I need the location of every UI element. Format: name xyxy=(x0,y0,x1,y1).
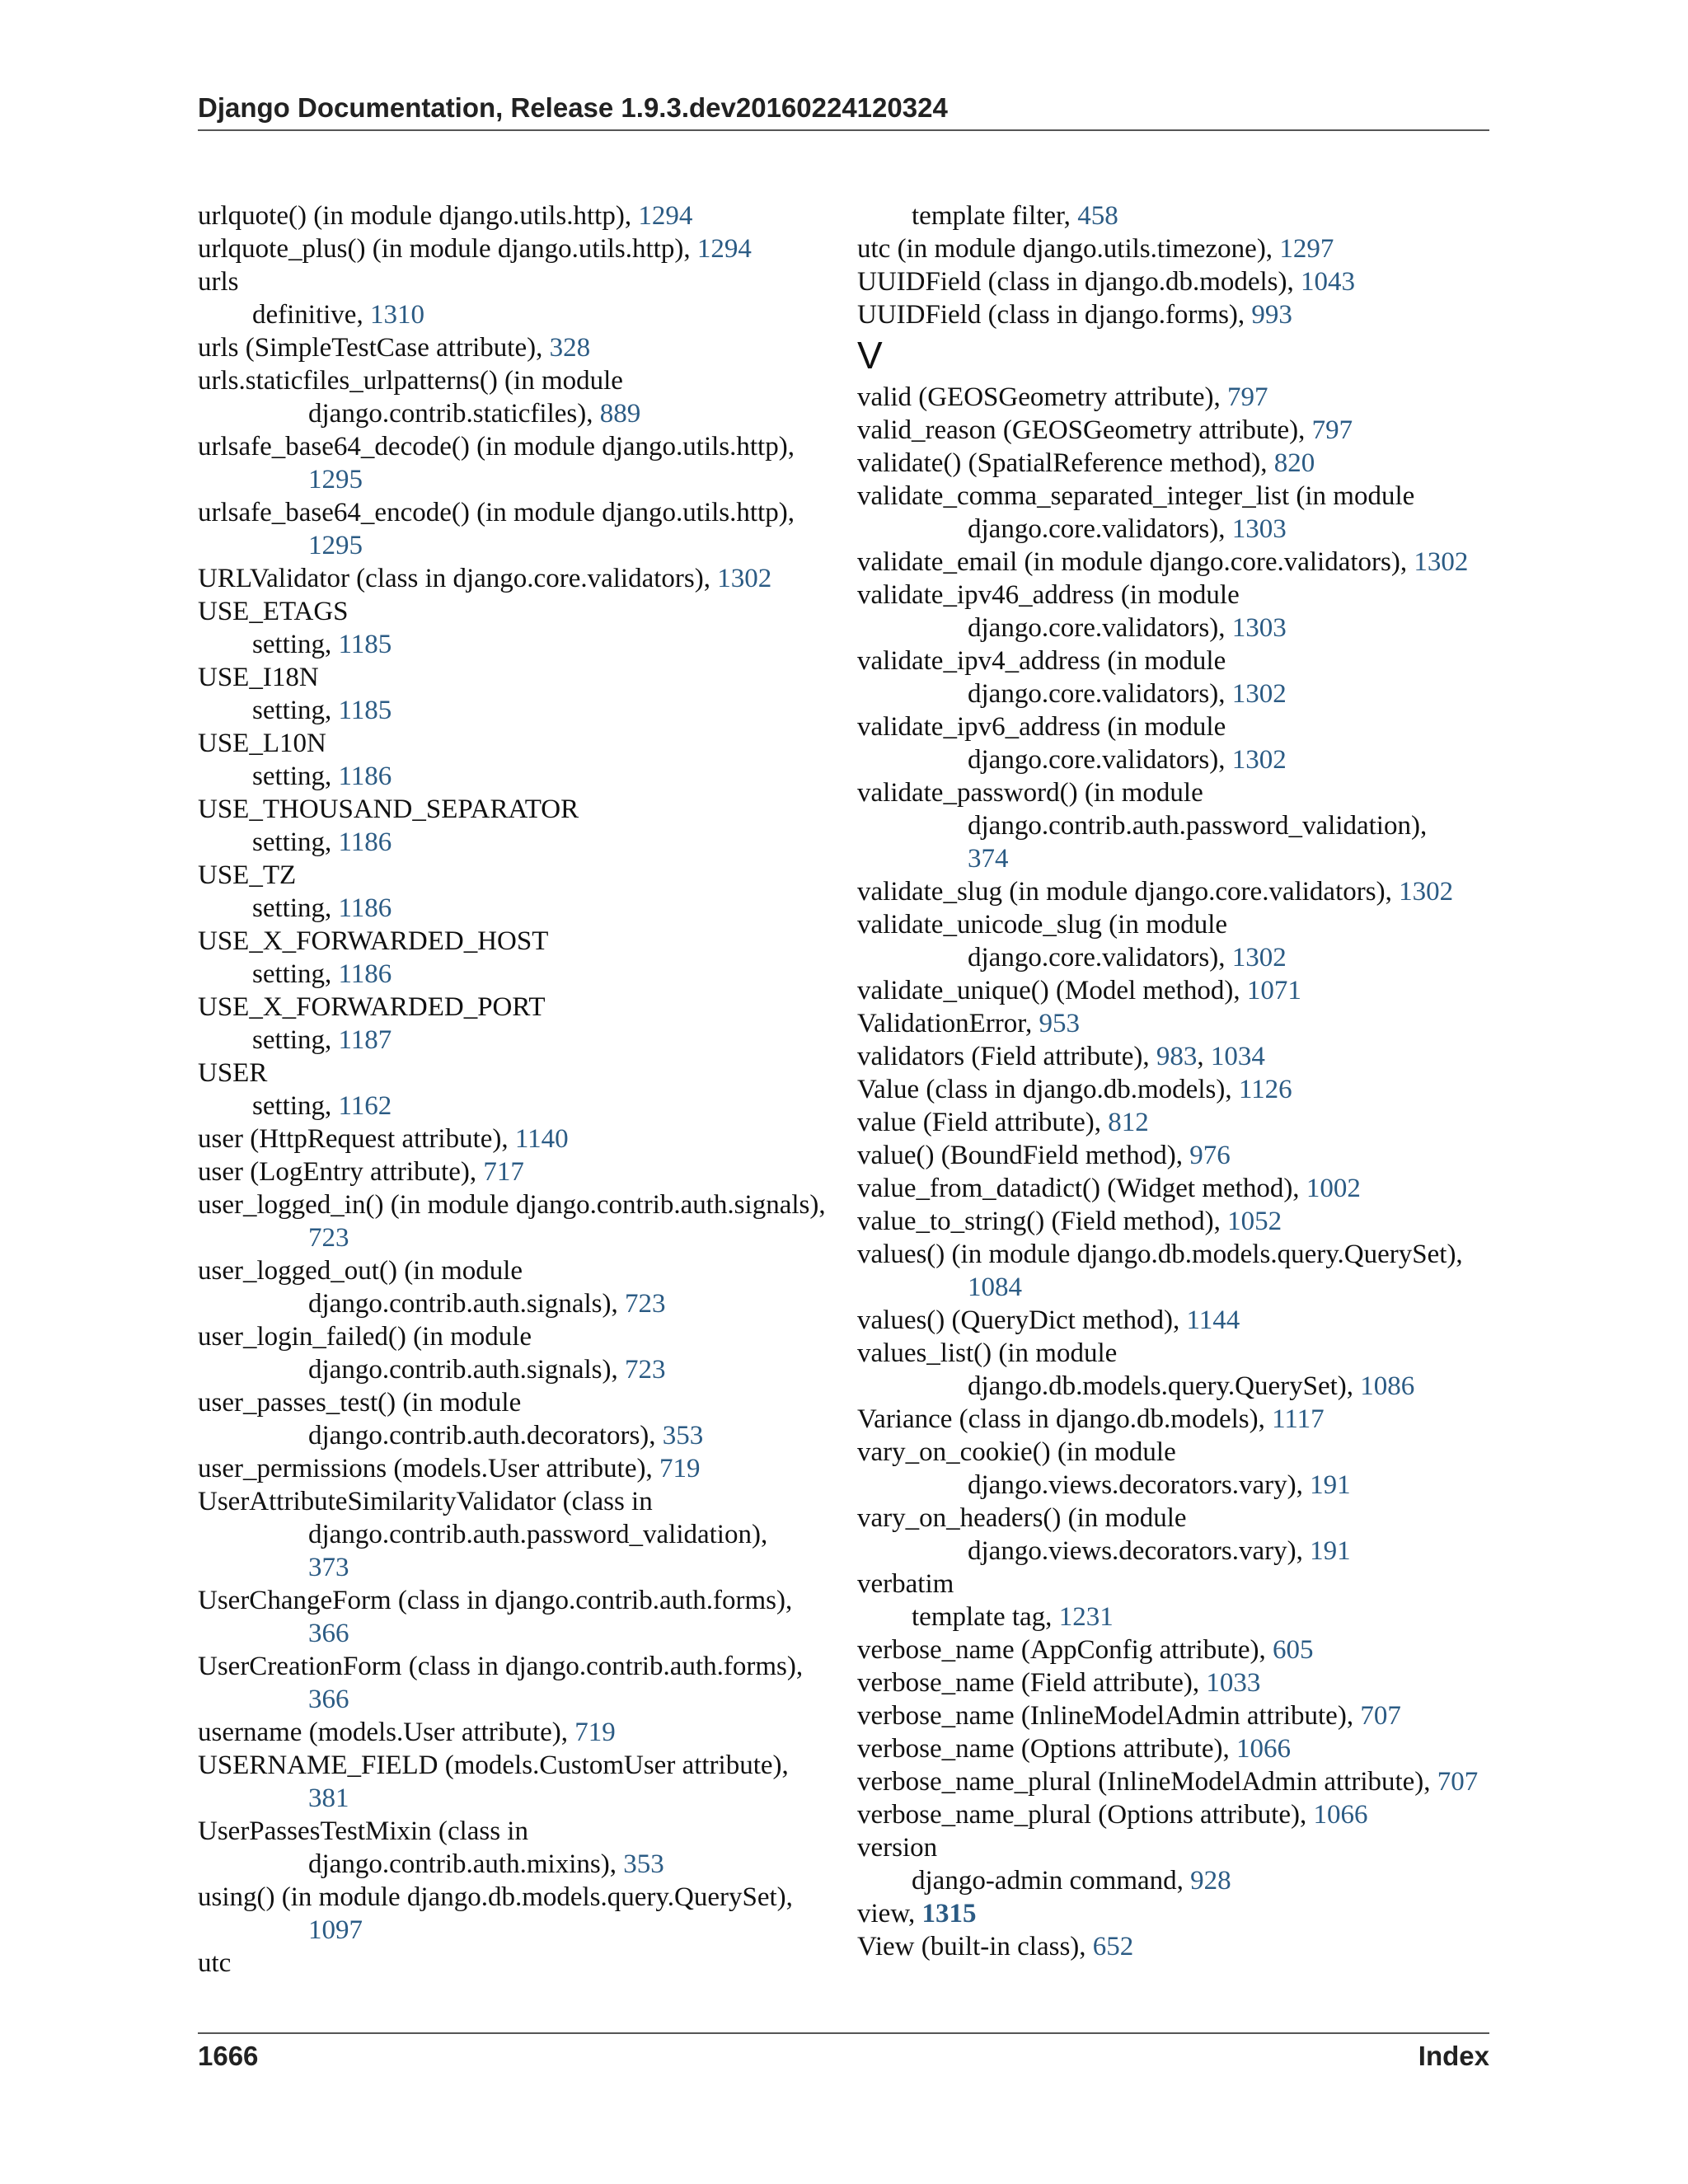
index-entry xyxy=(857,1798,1489,1831)
index-term: urlquote_plus() (in module django.utils.http), xyxy=(198,234,697,264)
index-term: USE_I18N xyxy=(198,663,319,692)
page-link[interactable]: 191 xyxy=(1310,1536,1351,1566)
index-entry xyxy=(857,480,1489,546)
index-term: UUIDField (class in django.forms), xyxy=(857,300,1252,330)
index-entry xyxy=(857,1765,1489,1798)
page-link[interactable]: 1297 xyxy=(1279,234,1334,264)
page-link[interactable]: 1302 xyxy=(717,564,772,593)
index-term: USE_X_FORWARDED_HOST xyxy=(198,926,549,956)
index-term-continuation: django.views.decorators.vary), xyxy=(968,1470,1311,1500)
index-entry xyxy=(857,1732,1489,1765)
page-link[interactable]: 1187 xyxy=(338,1025,392,1055)
index-term: UUIDField (class in django.db.models), xyxy=(857,267,1301,297)
index-subentry xyxy=(857,1864,1489,1897)
index-entry xyxy=(857,232,1489,265)
footer-section-name: Index xyxy=(1418,2041,1489,2071)
index-term: using() (in module django.db.models.query.QuerySet), xyxy=(198,1882,793,1912)
index-entry xyxy=(198,661,831,694)
index-entry xyxy=(857,1238,1489,1304)
index-entry xyxy=(857,414,1489,447)
page-link[interactable]: 889 xyxy=(599,399,641,429)
page-link[interactable]: 1302 xyxy=(1399,877,1454,907)
page-link[interactable]: 983 xyxy=(1156,1042,1198,1071)
index-entry xyxy=(857,1436,1489,1502)
index-column-left xyxy=(198,199,831,1980)
index-entry xyxy=(857,1699,1489,1732)
index-term: django-admin command, xyxy=(912,1866,1191,1896)
index-term: urlquote() (in module django.utils.http), xyxy=(198,201,639,231)
page-link[interactable]: 1302 xyxy=(1231,679,1287,709)
page-link[interactable]: 1186 xyxy=(338,893,392,923)
page-link[interactable]: 1303 xyxy=(1231,514,1287,544)
page-link[interactable]: 1086 xyxy=(1360,1371,1415,1401)
index-entry xyxy=(857,579,1489,644)
page-link[interactable]: 353 xyxy=(662,1421,704,1451)
page-link[interactable]: 1034 xyxy=(1210,1042,1265,1071)
index-subentry xyxy=(198,958,831,991)
page-link[interactable]: 1043 xyxy=(1301,267,1356,297)
page-link[interactable]: 953 xyxy=(1039,1009,1080,1038)
index-term-continuation: django.core.validators), xyxy=(968,745,1232,775)
index-term: user (HttpRequest attribute), xyxy=(198,1124,515,1154)
index-entry xyxy=(857,1205,1489,1238)
index-entry xyxy=(198,1881,831,1947)
page-link[interactable]: 928 xyxy=(1190,1866,1231,1896)
page-link[interactable]: 605 xyxy=(1273,1635,1314,1665)
index-term: values_list() (in module xyxy=(857,1338,1118,1368)
index-entry xyxy=(857,1073,1489,1106)
footer-rule xyxy=(198,2032,1489,2034)
index-term: validate() (SpatialReference method), xyxy=(857,448,1274,478)
index-term: value_to_string() (Field method), xyxy=(857,1207,1228,1236)
index-subentry xyxy=(857,199,1489,232)
index-term: URLValidator (class in django.core.validators), xyxy=(198,564,718,593)
index-entry xyxy=(198,1122,831,1155)
index-entry xyxy=(198,430,831,496)
index-subentry xyxy=(857,1601,1489,1633)
page-link[interactable]: 1084 xyxy=(968,1272,1022,1302)
page-link[interactable]: 1294 xyxy=(696,234,752,264)
index-term: version xyxy=(857,1833,938,1863)
page-link[interactable]: 1140 xyxy=(514,1124,569,1154)
index-term: USER xyxy=(198,1058,268,1088)
index-term-continuation: django.core.validators), xyxy=(968,514,1232,544)
index-term-continuation: django.contrib.auth.password_validation), xyxy=(968,811,1428,841)
index-entry xyxy=(857,1172,1489,1205)
index-entry xyxy=(857,1304,1489,1337)
index-term: USE_L10N xyxy=(198,729,326,758)
page-link[interactable]: 1071 xyxy=(1246,976,1301,1005)
index-entry xyxy=(198,859,831,892)
page-link[interactable]: 328 xyxy=(549,333,591,363)
page-link[interactable]: 374 xyxy=(968,844,1009,874)
index-subentry xyxy=(198,628,831,661)
index-term: user_permissions (models.User attribute), xyxy=(198,1454,659,1483)
index-term: definitive, xyxy=(252,300,370,330)
index-term-continuation: django.db.models.query.QuerySet), xyxy=(968,1371,1361,1401)
index-entry xyxy=(198,1188,831,1254)
index-entry xyxy=(198,1386,831,1452)
page-link[interactable]: 797 xyxy=(1311,415,1353,445)
page-link[interactable]: 1117 xyxy=(1272,1404,1325,1434)
index-subentry xyxy=(198,826,831,859)
index-term: urls xyxy=(198,267,239,297)
page-link[interactable]: 1066 xyxy=(1236,1734,1292,1764)
page-link[interactable]: 1186 xyxy=(338,959,392,989)
index-entry xyxy=(198,232,831,265)
index-term: value() (BoundField method), xyxy=(857,1141,1190,1170)
index-term: validate_ipv46_address (in module xyxy=(857,580,1240,610)
index-term: setting, xyxy=(252,1091,339,1121)
index-term: validate_unicode_slug (in module xyxy=(857,910,1228,940)
index-term: verbatim xyxy=(857,1569,954,1599)
page-link[interactable]: 381 xyxy=(308,1783,349,1813)
index-letter-heading: V xyxy=(857,334,883,377)
index-term-continuation: django.contrib.auth.decorators), xyxy=(308,1421,663,1451)
index-entry xyxy=(857,1930,1489,1963)
index-entry xyxy=(857,265,1489,298)
index-term: urls (SimpleTestCase attribute), xyxy=(198,333,550,363)
page-link[interactable]: 719 xyxy=(659,1454,701,1483)
page-link[interactable]: 652 xyxy=(1092,1932,1134,1961)
index-entry xyxy=(198,1155,831,1188)
index-entry xyxy=(857,644,1489,710)
index-term: template filter, xyxy=(912,201,1078,231)
index-term: vary_on_headers() (in module xyxy=(857,1503,1187,1533)
index-term: valid_reason (GEOSGeometry attribute), xyxy=(857,415,1312,445)
index-term: verbose_name (AppConfig attribute), xyxy=(857,1635,1273,1665)
index-term: urlsafe_base64_encode() (in module django.utils.http), xyxy=(198,498,795,527)
index-column-right xyxy=(857,199,1489,1963)
index-term-continuation: django.contrib.staticfiles), xyxy=(308,399,600,429)
index-entry xyxy=(857,1502,1489,1568)
page-link[interactable]: 1186 xyxy=(338,827,392,857)
page-link[interactable]: 1002 xyxy=(1306,1174,1361,1203)
index-entry xyxy=(857,1139,1489,1172)
index-term: setting, xyxy=(252,762,339,791)
index-entry xyxy=(857,1106,1489,1139)
index-term: UserChangeForm (class in django.contrib.auth.forms), xyxy=(198,1586,793,1615)
index-entry xyxy=(198,991,831,1024)
index-entry xyxy=(198,1584,831,1650)
footer-page-number: 1666 xyxy=(198,2041,259,2071)
index-entry xyxy=(857,1831,1489,1864)
index-term: view, xyxy=(857,1899,922,1929)
index-term: View (built-in class), xyxy=(857,1932,1093,1961)
index-entry xyxy=(857,1337,1489,1403)
index-entry xyxy=(857,1007,1489,1040)
index-entry xyxy=(857,1568,1489,1601)
page-link[interactable]: 366 xyxy=(308,1685,349,1714)
page-link[interactable]: 1302 xyxy=(1414,547,1469,577)
page-link[interactable]: 1302 xyxy=(1231,745,1287,775)
page-link[interactable]: 976 xyxy=(1189,1141,1231,1170)
index-entry xyxy=(857,546,1489,579)
index-term: user_logged_out() (in module xyxy=(198,1256,523,1286)
page-link[interactable]: 458 xyxy=(1077,201,1118,231)
index-entry xyxy=(198,364,831,430)
index-entry xyxy=(198,1815,831,1881)
page-link[interactable]: 1033 xyxy=(1206,1668,1261,1698)
page-link[interactable]: 707 xyxy=(1360,1701,1401,1731)
page-link[interactable]: 1186 xyxy=(338,762,392,791)
index-term: value (Field attribute), xyxy=(857,1108,1109,1137)
index-subentry xyxy=(198,298,831,331)
page-link[interactable]: 719 xyxy=(574,1718,616,1747)
index-term: Value (class in django.db.models), xyxy=(857,1075,1239,1104)
index-entry xyxy=(857,1403,1489,1436)
index-entry xyxy=(857,1633,1489,1666)
index-term: ValidationError, xyxy=(857,1009,1039,1038)
page-link[interactable]: 1162 xyxy=(338,1091,392,1121)
page-link[interactable]: 1315 xyxy=(921,1899,977,1929)
index-entry xyxy=(857,381,1489,414)
page-link[interactable]: 366 xyxy=(308,1619,349,1648)
page-link[interactable]: 717 xyxy=(483,1157,524,1187)
index-entry xyxy=(198,331,831,364)
page-link[interactable]: 1294 xyxy=(638,201,693,231)
index-entry xyxy=(198,496,831,562)
index-term-continuation: django.core.validators), xyxy=(968,943,1232,972)
index-term-continuation: django.contrib.auth.signals), xyxy=(308,1289,626,1319)
index-entry xyxy=(198,1947,831,1980)
page-link[interactable]: 1295 xyxy=(308,465,363,494)
index-entry xyxy=(857,776,1489,875)
page-link[interactable]: 723 xyxy=(625,1355,666,1385)
index-term: template tag, xyxy=(912,1602,1059,1632)
index-term: validate_ipv6_address (in module xyxy=(857,712,1226,742)
index-entry xyxy=(857,875,1489,908)
page-link[interactable]: 1185 xyxy=(338,630,392,659)
index-entry xyxy=(198,1716,831,1749)
index-term: USE_ETAGS xyxy=(198,597,349,626)
index-entry xyxy=(198,1650,831,1716)
index-term: utc xyxy=(198,1948,232,1978)
index-term-continuation: django.core.validators), xyxy=(968,613,1232,643)
index-term: validate_unique() (Model method), xyxy=(857,976,1247,1005)
index-entry xyxy=(198,925,831,958)
index-subentry xyxy=(198,694,831,727)
index-entry xyxy=(857,710,1489,776)
page-link[interactable]: 1052 xyxy=(1227,1207,1282,1236)
page-link[interactable]: 993 xyxy=(1251,300,1292,330)
index-entry xyxy=(857,908,1489,974)
page-link[interactable]: 1097 xyxy=(308,1915,363,1945)
index-entry xyxy=(198,727,831,760)
page-link[interactable]: 707 xyxy=(1437,1767,1479,1797)
index-term: UserPassesTestMixin (class in xyxy=(198,1816,528,1846)
index-entry xyxy=(198,1452,831,1485)
index-term: Variance (class in django.db.models), xyxy=(857,1404,1273,1434)
index-term: UserCreationForm (class in django.contrib.auth.forms), xyxy=(198,1652,804,1681)
index-term-continuation: django.views.decorators.vary), xyxy=(968,1536,1311,1566)
page-link[interactable]: 1302 xyxy=(1231,943,1287,972)
index-term: user (LogEntry attribute), xyxy=(198,1157,484,1187)
page-link[interactable]: 820 xyxy=(1273,448,1315,478)
index-term: username (models.User attribute), xyxy=(198,1718,575,1747)
index-term: user_passes_test() (in module xyxy=(198,1388,522,1418)
index-entry xyxy=(198,199,831,232)
index-term-continuation: django.contrib.auth.signals), xyxy=(308,1355,626,1385)
index-subentry xyxy=(198,760,831,793)
index-subentry xyxy=(198,1024,831,1057)
index-term: urls.staticfiles_urlpatterns() (in module xyxy=(198,366,623,396)
page-link[interactable]: 373 xyxy=(308,1553,349,1582)
index-term: verbose_name (Field attribute), xyxy=(857,1668,1207,1698)
index-term: value_from_datadict() (Widget method), xyxy=(857,1174,1306,1203)
index-term: validate_password() (in module xyxy=(857,778,1203,808)
index-term: values() (QueryDict method), xyxy=(857,1305,1187,1335)
index-entry xyxy=(198,265,831,298)
page-link[interactable]: 1303 xyxy=(1231,613,1287,643)
index-term: validate_comma_separated_integer_list (in module xyxy=(857,481,1415,511)
page-link[interactable]: 1185 xyxy=(338,696,392,725)
index-term: verbose_name_plural (Options attribute), xyxy=(857,1800,1314,1830)
index-term: vary_on_cookie() (in module xyxy=(857,1437,1176,1467)
page-link[interactable]: 1126 xyxy=(1238,1075,1292,1104)
index-term-continuation: django.contrib.auth.mixins), xyxy=(308,1849,624,1879)
index-term-continuation: django.core.validators), xyxy=(968,679,1232,709)
index-entry xyxy=(198,1320,831,1386)
index-term: validate_email (in module django.core.validators), xyxy=(857,547,1414,577)
index-entry xyxy=(198,1057,831,1090)
index-term: values() (in module django.db.models.query.QuerySet), xyxy=(857,1240,1463,1269)
index-term: setting, xyxy=(252,959,339,989)
index-entry xyxy=(857,298,1489,331)
index-term: setting, xyxy=(252,630,339,659)
page-link[interactable]: 1144 xyxy=(1186,1305,1240,1335)
index-term: setting, xyxy=(252,827,339,857)
page-link[interactable]: 1310 xyxy=(369,300,424,330)
index-term: verbose_name (Options attribute), xyxy=(857,1734,1237,1764)
page-link[interactable]: 812 xyxy=(1108,1108,1149,1137)
index-term: validators (Field attribute), xyxy=(857,1042,1156,1071)
index-entry xyxy=(198,595,831,628)
index-term: USE_X_FORWARDED_PORT xyxy=(198,992,546,1022)
page-link[interactable]: 1295 xyxy=(308,531,363,560)
index-term: setting, xyxy=(252,1025,339,1055)
index-entry: validators (Field attribute), 983, 1034 xyxy=(857,1042,1265,1071)
index-entry xyxy=(198,793,831,826)
page-link[interactable]: 723 xyxy=(308,1223,349,1253)
index-term: validate_slug (in module django.core.validators), xyxy=(857,877,1400,907)
page-link[interactable]: 1231 xyxy=(1058,1602,1114,1632)
index-term-continuation: django.contrib.auth.password_validation), xyxy=(308,1520,768,1549)
page-link[interactable]: 191 xyxy=(1310,1470,1351,1500)
index-term: urlsafe_base64_decode() (in module django.utils.http), xyxy=(198,432,795,462)
index-term: USERNAME_FIELD (models.CustomUser attribute), xyxy=(198,1750,789,1780)
header-rule xyxy=(198,129,1489,131)
index-term: user_login_failed() (in module xyxy=(198,1322,532,1352)
page-link[interactable]: 797 xyxy=(1227,382,1268,412)
index-term: user_logged_in() (in module django.contrib.auth.signals), xyxy=(198,1190,826,1220)
index-entry xyxy=(857,974,1489,1007)
index-term: verbose_name (InlineModelAdmin attribute), xyxy=(857,1701,1361,1731)
index-entry xyxy=(198,1485,831,1584)
index-entry xyxy=(198,562,831,595)
index-term: verbose_name_plural (InlineModelAdmin attribute), xyxy=(857,1767,1437,1797)
index-term: utc (in module django.utils.timezone), xyxy=(857,234,1280,264)
index-term: validate_ipv4_address (in module xyxy=(857,646,1226,676)
index-entry xyxy=(198,1749,831,1815)
index-entry xyxy=(857,447,1489,480)
index-entry xyxy=(198,1254,831,1320)
index-subentry xyxy=(198,892,831,925)
index-term: USE_TZ xyxy=(198,860,297,890)
page-link[interactable]: 353 xyxy=(623,1849,664,1879)
index-term: setting, xyxy=(252,696,339,725)
index-entry xyxy=(857,1666,1489,1699)
index-subentry xyxy=(198,1090,831,1122)
page-link[interactable]: 1066 xyxy=(1313,1800,1368,1830)
index-entry xyxy=(857,1897,1489,1930)
index-term: USE_THOUSAND_SEPARATOR xyxy=(198,794,579,824)
index-term: setting, xyxy=(252,893,339,923)
page-link[interactable]: 723 xyxy=(625,1289,666,1319)
index-term: valid (GEOSGeometry attribute), xyxy=(857,382,1228,412)
running-header-title: Django Documentation, Release 1.9.3.dev20160224120324 xyxy=(198,92,948,123)
index-term: UserAttributeSimilarityValidator (class in xyxy=(198,1487,653,1516)
